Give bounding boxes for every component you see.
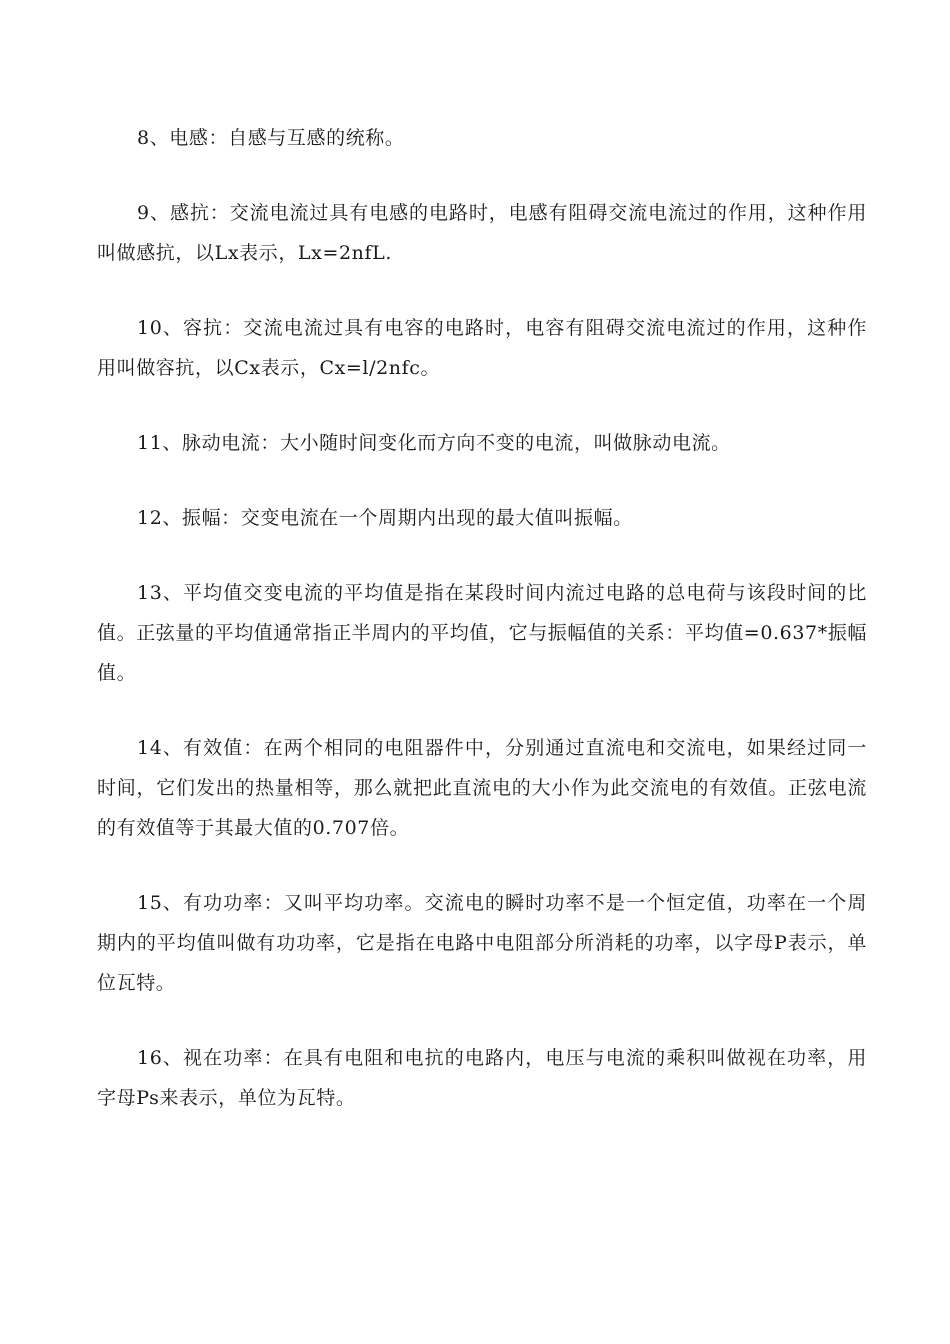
paragraph-inductance: 8、电感：自感与互感的统称。 (137, 127, 405, 149)
paragraph-amplitude: 12、振幅：交变电流在一个周期内出现的最大值叫振幅。 (137, 507, 633, 529)
document-body (97, 118, 867, 1153)
paragraph-inductive-reactance: 9、感抗：交流电流过具有电感的电路时，电感有阻碍交流电流过的作用，这种作用叫做感抗，以Lx表示，Lx=2nfL. (97, 202, 867, 264)
paragraph-capacitive-reactance: 10、容抗：交流电流过具有电容的电路时，电容有阻碍交流电流过的作用，这种作用叫做容抗，以Cx表示，Cx=l/2nfc。 (97, 317, 867, 379)
paragraph-effective-value: 14、有效值：在两个相同的电阻器件中，分别通过直流电和交流电，如果经过同一时间，它们发出的热量相等，那么就把此直流电的大小作为此交流电的有效值。正弦电流的有效值等于其最大值的0.707倍。 (97, 737, 867, 839)
paragraph-apparent-power: 16、视在功率：在具有电阻和电抗的电路内，电压与电流的乘积叫做视在功率，用字母Ps来表示，单位为瓦特。 (97, 1047, 867, 1109)
paragraph-active-power: 15、有功功率：又叫平均功率。交流电的瞬时功率不是一个恒定值，功率在一个周期内的平均值叫做有功功率，它是指在电路中电阻部分所消耗的功率，以字母P表示，单位瓦特。 (97, 892, 867, 994)
paragraph-pulsating-current: 11、脉动电流：大小随时间变化而方向不变的电流，叫做脉动电流。 (137, 432, 731, 454)
paragraph-average-value: 13、平均值交变电流的平均值是指在某段时间内流过电路的总电荷与该段时间的比值。正弦量的平均值通常指正半周内的平均值，它与振幅值的关系：平均值=0.637*振幅值。 (97, 582, 868, 684)
